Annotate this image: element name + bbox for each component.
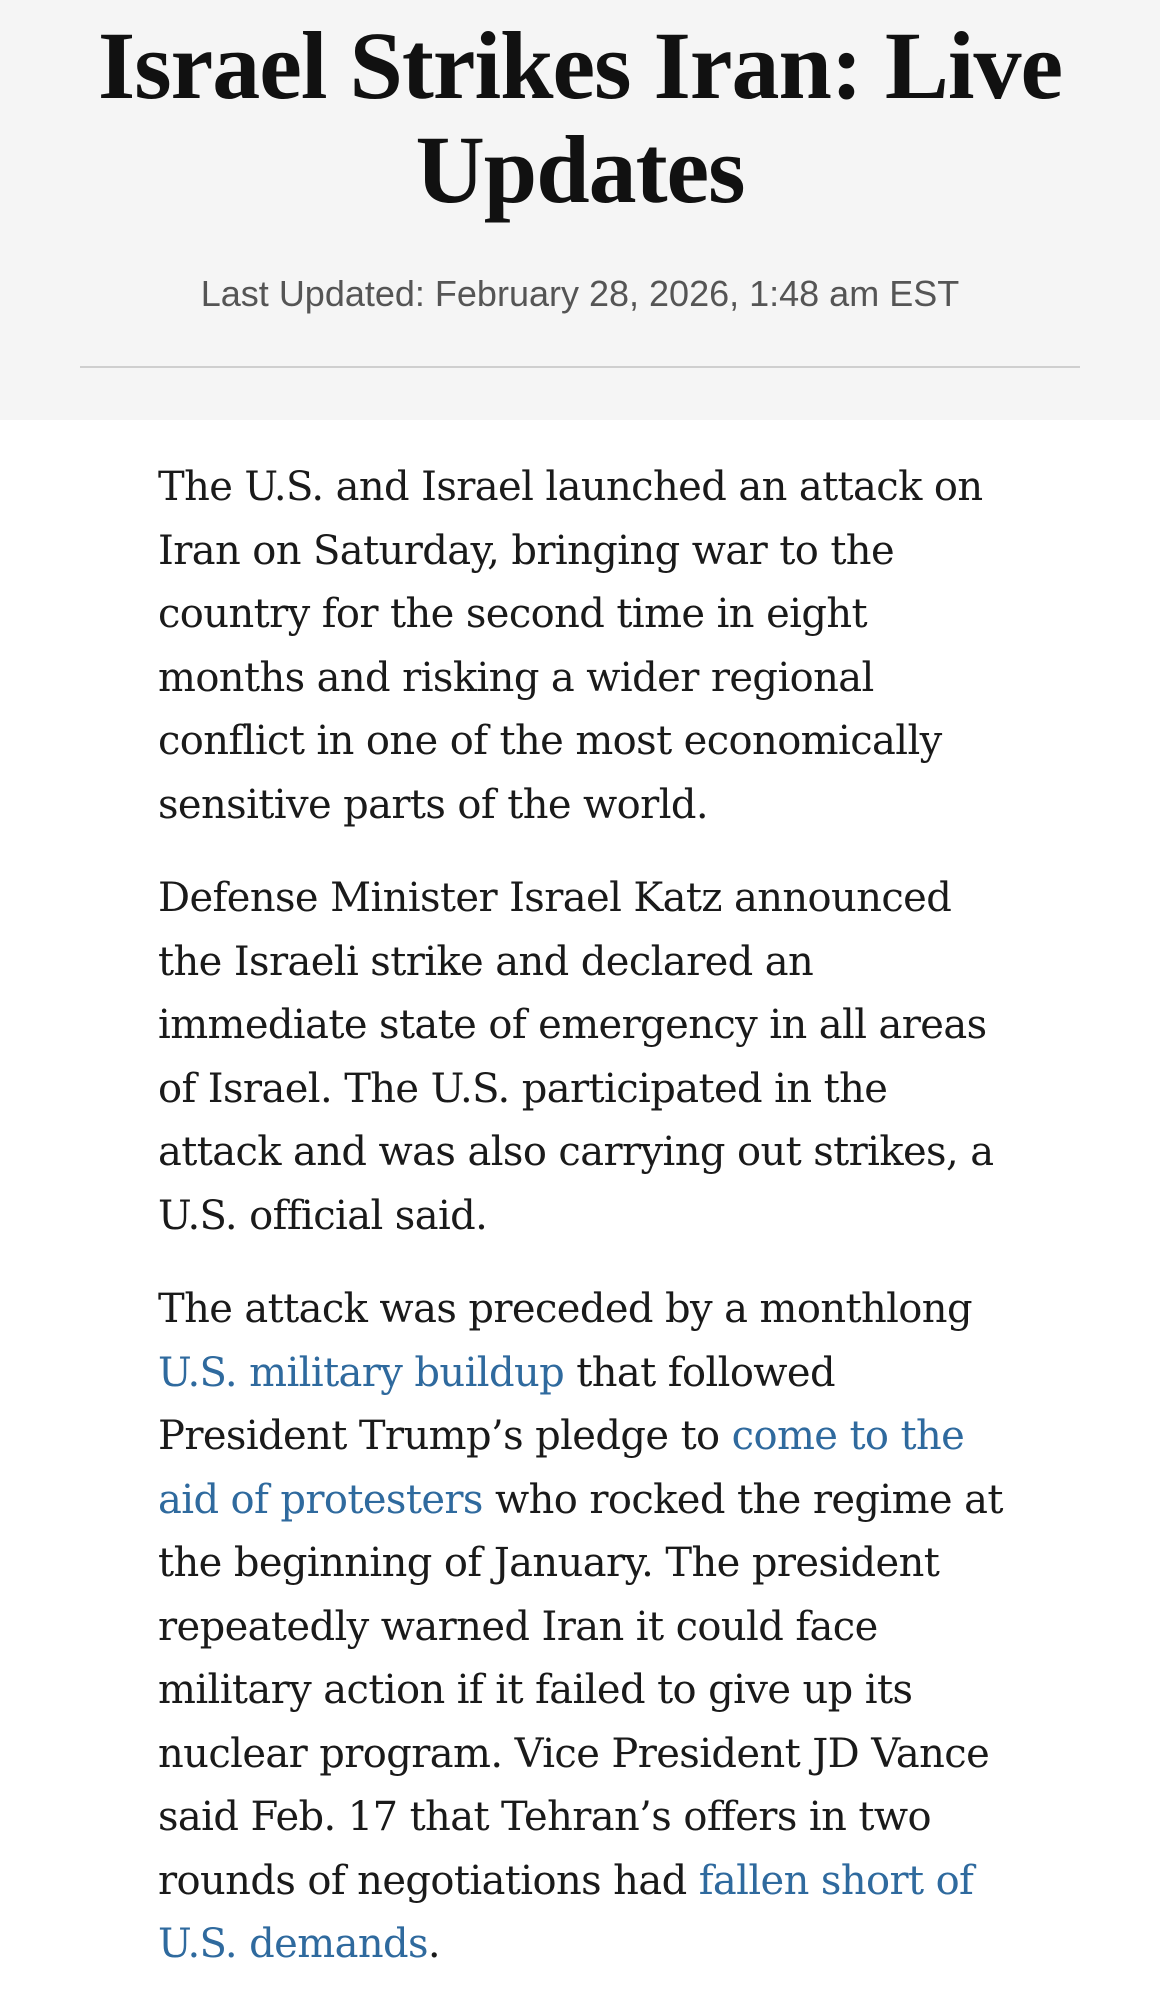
aid-of-protesters-link[interactable]: come to the aid of protesters	[158, 1413, 965, 1523]
paragraph-2: Defense Minister Israel Katz announced the Israeli strike and declared an immediate state of emergency in all areas of Israel. The U.S. participated in the attack and was also carrying out strikes, a U.S. official said.	[158, 875, 994, 1239]
paragraph-3-text-1: The attack was preceded by a monthlong	[158, 1286, 972, 1332]
article-header	[0, 0, 1160, 420]
last-updated-timestamp: Last Updated: February 28, 2026, 1:48 am EST	[200, 273, 960, 314]
paragraph-3-text-4: .	[427, 1921, 441, 1967]
us-military-buildup-link[interactable]: U.S. military buildup	[158, 1349, 565, 1396]
headline: Israel Strikes Iran: Live Updates	[97, 12, 1063, 223]
paragraph-1: The U.S. and Israel launched an attack on Iran on Saturday, bringing war to the country for the second time in eight months and risking a wider regional conflict in one of the most economically sensitive parts of the world.	[158, 464, 983, 828]
paragraph-3	[158, 1278, 1018, 1977]
header-divider	[80, 366, 1080, 368]
fallen-short-link[interactable]: fallen short of U.S. demands	[158, 1857, 974, 1967]
paragraph-3-text-3: who rocked the regime at the beginning of January. The president repeatedly warned Iran it could face military action if it failed to give up its nuclear program. Vice President JD Vance said Feb. 17 that Tehran’s offers in two rounds of negotiations had	[158, 1476, 1003, 1904]
paragraph-3-text-2: that followed President Trump’s pledge to	[158, 1349, 836, 1459]
article-body	[158, 456, 1018, 2007]
